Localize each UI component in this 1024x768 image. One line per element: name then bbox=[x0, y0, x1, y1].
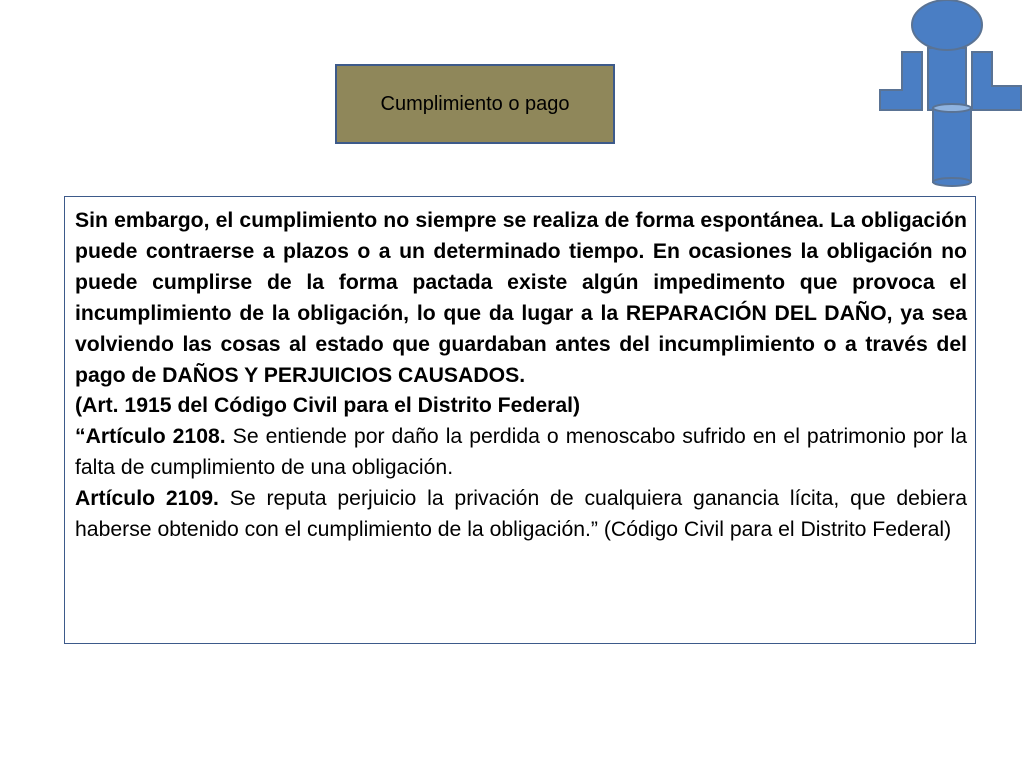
slide-title: Cumplimiento o pago bbox=[380, 92, 570, 115]
content-text-box bbox=[64, 196, 976, 644]
intro-paragraph: Sin embargo, el cumplimiento no siempre se realiza de forma espontánea. La obligación puede contraerse a plazos o a un determinado tiempo. En ocasiones la obligación no puede cumplirse de la forma pactada existe algún impedimento que provoca el incumplimiento de la obligación, lo que da lugar a la REPARACIÓN DEL DAÑO, ya sea volviendo las cosas al estado que guardaban antes del incumplimiento o a través del pago de DAÑOS Y PERJUICIOS CAUSADOS. bbox=[75, 209, 967, 387]
article-2109-text: Se reputa perjuicio la privación de cualquiera ganancia lícita, que debiera haberse obtenido con el cumplimiento de la obligación.” (Código Civil para el Distrito Federal) bbox=[75, 487, 968, 542]
article-2108-label: “Artículo 2108. bbox=[75, 425, 226, 449]
article-2109-label: Artículo 2109. bbox=[75, 487, 219, 511]
article-2108-text: Se entiende por daño la perdida o menoscabo sufrido en el patrimonio por la falta de cumplimiento de una obligación. bbox=[75, 425, 967, 480]
article-2108-paragraph bbox=[75, 422, 967, 484]
article-reference: (Art. 1915 del Código Civil para el Distrito Federal) bbox=[75, 394, 581, 418]
article-2109-paragraph bbox=[75, 484, 967, 546]
slide-title-box bbox=[335, 64, 615, 144]
person-figure-icon bbox=[876, 0, 1024, 190]
